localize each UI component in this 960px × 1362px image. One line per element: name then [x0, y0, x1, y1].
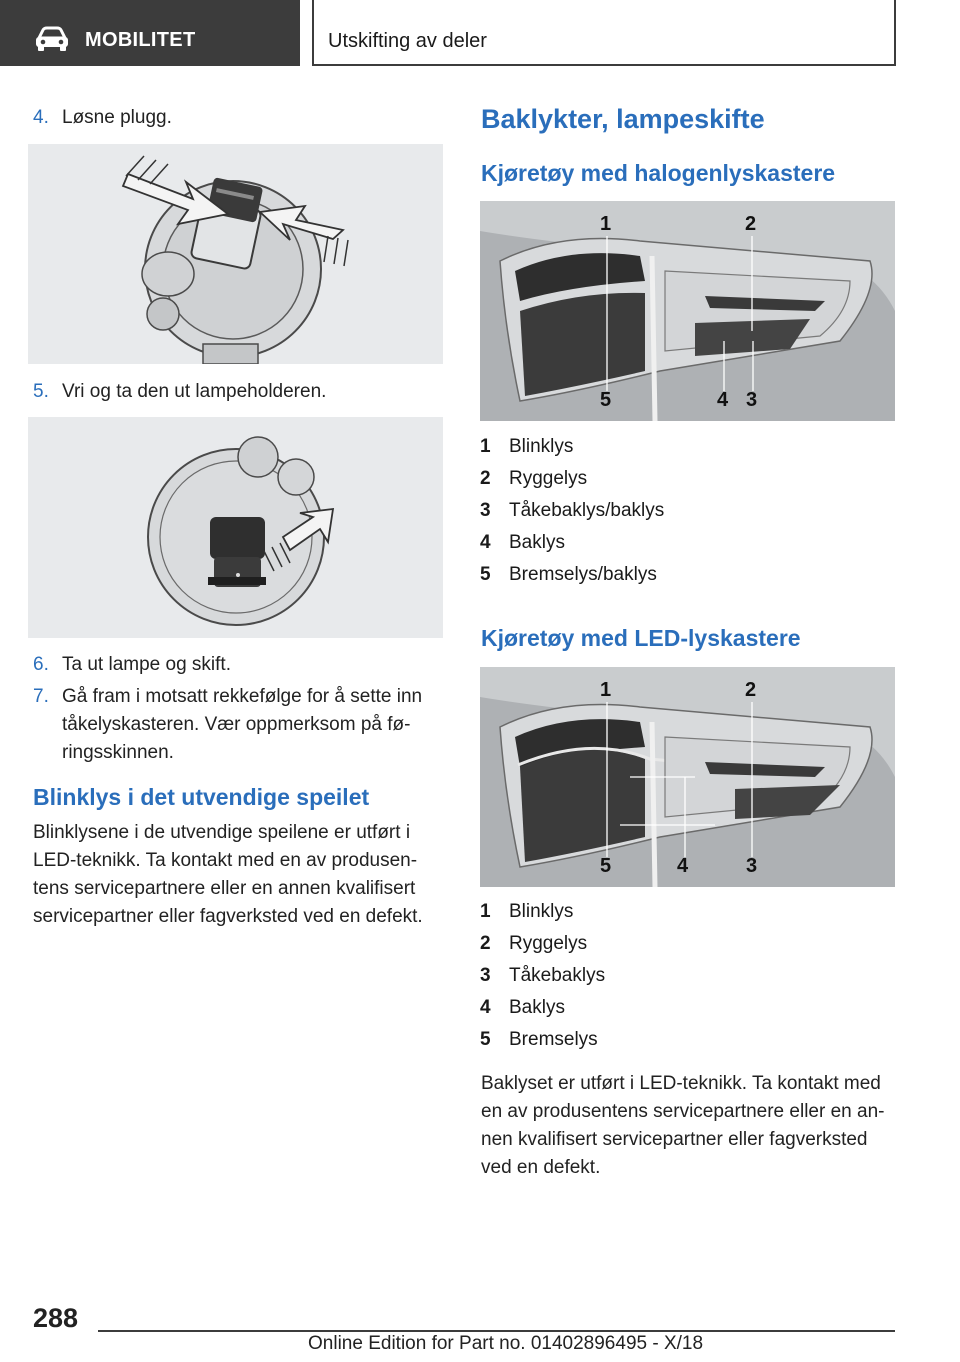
footer-edition: Online Edition for Part no. 01402896495 - X/18 [308, 1333, 704, 1354]
callout-label: 1 [600, 679, 612, 701]
callout-label: 1 [600, 213, 612, 235]
legend-number: 5 [480, 1029, 491, 1050]
legend-number: 1 [480, 901, 491, 922]
led-heading: Kjøretøy med LED-lyskastere [481, 625, 801, 651]
legend-text: Bremselys/baklys [509, 564, 657, 585]
legend-text: Ryggelys [509, 933, 588, 954]
callout-label: 3 [746, 855, 758, 877]
led-paragraph: nen kvalifisert servicepartner eller fagverksted [481, 1129, 868, 1150]
step-text: tåkelyskasteren. Vær oppmerksom på fø- [62, 714, 411, 735]
legend-number: 2 [480, 933, 491, 954]
legend-text: Blinklys [509, 901, 574, 922]
legend-number: 5 [480, 564, 491, 585]
step-number: 7. [33, 686, 49, 707]
mirror-paragraph: LED-teknikk. Ta kontakt med en av produsen- [33, 850, 418, 871]
footer-divider [98, 1330, 895, 1332]
halogen-heading: Kjøretøy med halogenlyskastere [481, 160, 836, 186]
step-number: 6. [33, 654, 49, 675]
section-label: MOBILITET [85, 29, 196, 51]
step-text: ringsskinnen. [62, 742, 174, 763]
legend-text: Ryggelys [509, 468, 588, 489]
legend-text: Tåkebaklys/baklys [509, 500, 665, 521]
step-text: Gå fram i motsatt rekkefølge for å sette inn [62, 686, 423, 707]
callout-label: 4 [717, 389, 729, 411]
callout-label: 2 [745, 679, 757, 701]
legend-number: 3 [480, 500, 491, 521]
figure-unplug-connector [28, 144, 443, 364]
callout-label: 2 [745, 213, 757, 235]
callout-label: 4 [677, 855, 689, 877]
led-paragraph: en av produsentens servicepartnere eller en an- [481, 1101, 885, 1122]
chapter-header [312, 0, 896, 66]
mirror-heading: Blinklys i det utvendige speilet [33, 784, 370, 810]
legend-number: 4 [480, 532, 491, 553]
legend-number: 1 [480, 436, 491, 457]
step-number: 5. [33, 381, 49, 402]
step-text: Ta ut lampe og skift. [62, 654, 231, 675]
legend-number: 2 [480, 468, 491, 489]
step-text: Vri og ta den ut lampeholderen. [62, 381, 327, 402]
chapter-title: Utskifting av deler [328, 30, 487, 52]
led-paragraph: ved en defekt. [481, 1157, 601, 1178]
legend-number: 4 [480, 997, 491, 1018]
rear-lights-heading: Baklykter, lampeskifte [481, 104, 765, 134]
callout-label: 5 [600, 855, 612, 877]
step-text: Løsne plugg. [62, 107, 172, 128]
figure-lamp-holder [28, 417, 443, 638]
step-number: 4. [33, 107, 49, 128]
callout-label: 5 [600, 389, 612, 411]
mirror-paragraph: servicepartner eller fagverksted ved en defekt. [33, 906, 423, 927]
figure-led-taillight [480, 667, 895, 887]
callout-label: 3 [746, 389, 758, 411]
mirror-paragraph: Blinklysene i de utvendige speilene er utført i [33, 822, 411, 843]
legend-text: Bremselys [509, 1029, 598, 1050]
legend-text: Blinklys [509, 436, 574, 457]
section-tab [0, 0, 300, 66]
legend-text: Tåkebaklys [509, 965, 606, 986]
legend-number: 3 [480, 965, 491, 986]
led-paragraph: Baklyset er utført i LED-teknikk. Ta kontakt med [481, 1073, 881, 1094]
legend-text: Baklys [509, 532, 565, 553]
car-icon [34, 26, 70, 52]
legend-text: Baklys [509, 997, 565, 1018]
page-number: 288 [33, 1303, 79, 1333]
mirror-paragraph: tens servicepartnere eller en annen kvalifisert [33, 878, 416, 899]
figure-halogen-taillight [480, 201, 895, 421]
